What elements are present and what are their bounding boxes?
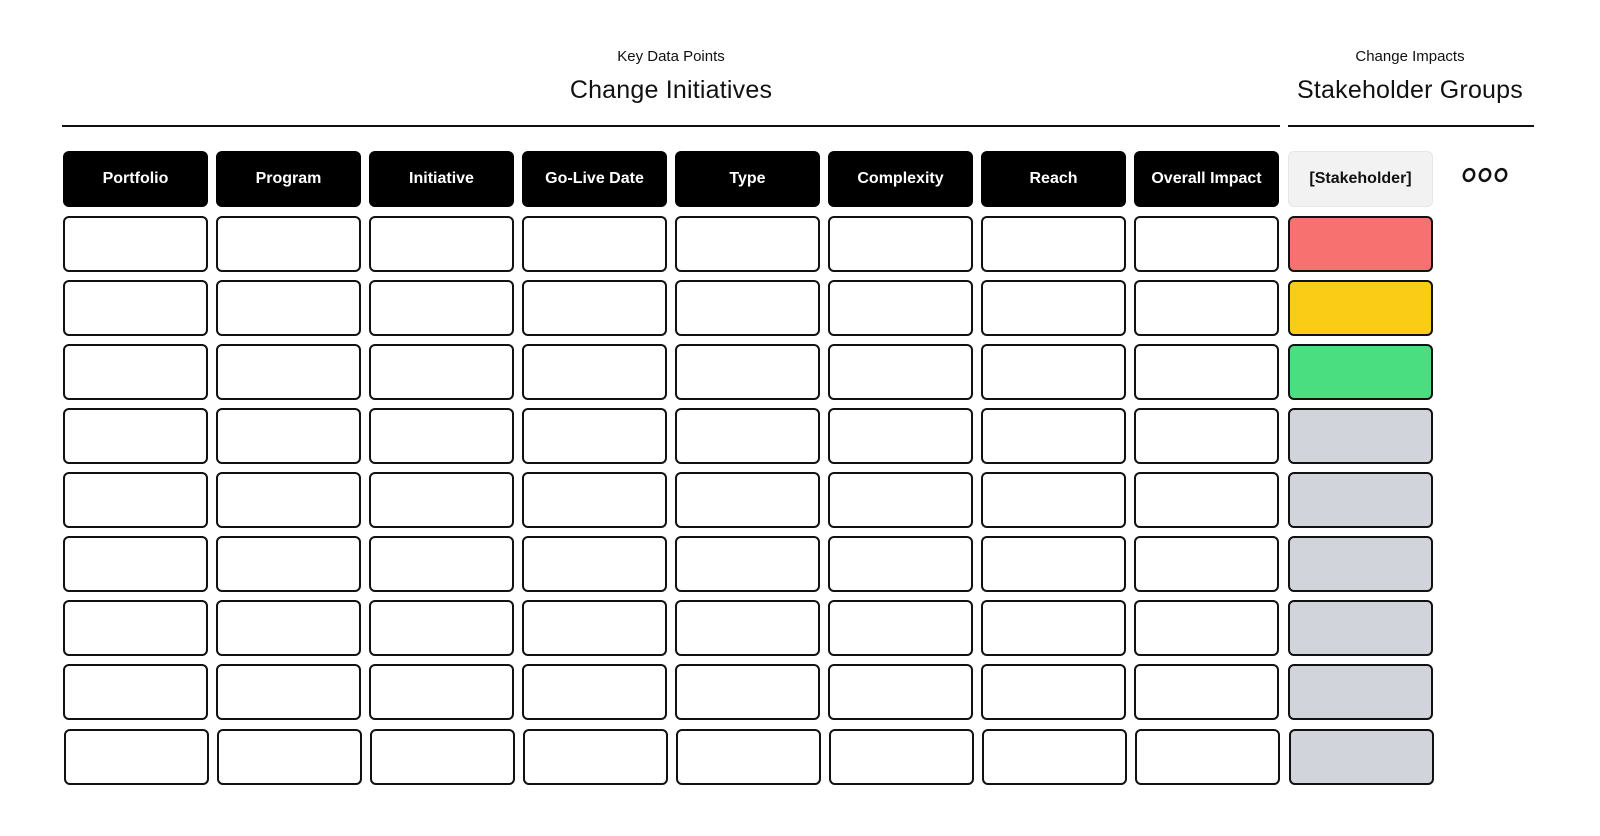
table-cell-go-live-date[interactable]: [522, 600, 667, 656]
table-cell-reach[interactable]: [981, 472, 1126, 528]
table-cell-type[interactable]: [675, 600, 820, 656]
initiatives-divider: [62, 125, 1280, 127]
table-cell-overall-impact[interactable]: [1134, 280, 1279, 336]
ellipsis-dot: [1462, 167, 1476, 182]
table-cell-reach[interactable]: [981, 280, 1126, 336]
table-cell-type[interactable]: [675, 664, 820, 720]
table-cell-complexity[interactable]: [828, 472, 973, 528]
table-cell-overall-impact[interactable]: [1134, 344, 1279, 400]
table-cell-complexity[interactable]: [828, 216, 973, 272]
table-cell-type[interactable]: [675, 536, 820, 592]
table-cell-program[interactable]: [216, 600, 361, 656]
table-cell-overall-impact[interactable]: [1135, 729, 1280, 785]
table-cell-initiative[interactable]: [370, 729, 515, 785]
table-cell-overall-impact[interactable]: [1134, 664, 1279, 720]
table-cell-overall-impact[interactable]: [1134, 600, 1279, 656]
table-cell-type[interactable]: [675, 216, 820, 272]
table-cell-go-live-date[interactable]: [522, 472, 667, 528]
table-cell-go-live-date[interactable]: [522, 408, 667, 464]
stakeholder-impact-cell-none[interactable]: [1288, 472, 1433, 528]
stakeholder-impact-cell-none[interactable]: [1288, 536, 1433, 592]
column-header-complexity: Complexity: [828, 151, 973, 207]
table-cell-go-live-date[interactable]: [522, 280, 667, 336]
initiatives-header: [62, 47, 1280, 105]
table-cell-go-live-date[interactable]: [522, 536, 667, 592]
table-cell-portfolio[interactable]: [64, 729, 209, 785]
table-cell-program[interactable]: [216, 536, 361, 592]
table-cell-program[interactable]: [216, 280, 361, 336]
table-cell-reach[interactable]: [981, 216, 1126, 272]
column-header-overall-impact: Overall Impact: [1134, 151, 1279, 207]
table-cell-overall-impact[interactable]: [1134, 536, 1279, 592]
ellipsis-dot: [1478, 167, 1492, 182]
initiatives-kicker: Key Data Points: [617, 48, 725, 65]
table-cell-initiative[interactable]: [369, 344, 514, 400]
table-cell-portfolio[interactable]: [63, 472, 208, 528]
stakeholders-divider: [1288, 125, 1534, 127]
stakeholder-impact-cell-none[interactable]: [1289, 729, 1434, 785]
table-cell-portfolio[interactable]: [63, 280, 208, 336]
table-cell-program[interactable]: [216, 664, 361, 720]
table-cell-complexity[interactable]: [828, 664, 973, 720]
ellipsis-icon[interactable]: [1460, 165, 1510, 185]
table-cell-portfolio[interactable]: [63, 344, 208, 400]
stakeholders-title: Stakeholder Groups: [1297, 76, 1523, 104]
table-cell-reach[interactable]: [981, 600, 1126, 656]
table-cell-portfolio[interactable]: [63, 216, 208, 272]
table-cell-initiative[interactable]: [369, 472, 514, 528]
ellipsis-dot: [1494, 167, 1508, 182]
table-cell-complexity[interactable]: [828, 600, 973, 656]
stakeholder-impact-cell-low[interactable]: [1288, 344, 1433, 400]
column-header-go-live-date: Go-Live Date: [522, 151, 667, 207]
table-cell-go-live-date[interactable]: [522, 664, 667, 720]
table-cell-portfolio[interactable]: [63, 536, 208, 592]
table-cell-initiative[interactable]: [369, 280, 514, 336]
table-cell-go-live-date[interactable]: [522, 216, 667, 272]
column-header-type: Type: [675, 151, 820, 207]
table-cell-type[interactable]: [675, 344, 820, 400]
table-cell-complexity[interactable]: [829, 729, 974, 785]
table-cell-portfolio[interactable]: [63, 664, 208, 720]
table-cell-type[interactable]: [675, 408, 820, 464]
column-header-initiative: Initiative: [369, 151, 514, 207]
table-cell-complexity[interactable]: [828, 408, 973, 464]
table-cell-program[interactable]: [217, 729, 362, 785]
table-cell-initiative[interactable]: [369, 536, 514, 592]
table-cell-reach[interactable]: [981, 408, 1126, 464]
stakeholder-impact-cell-high[interactable]: [1288, 216, 1433, 272]
table-cell-overall-impact[interactable]: [1134, 216, 1279, 272]
table-cell-complexity[interactable]: [828, 280, 973, 336]
table-cell-type[interactable]: [676, 729, 821, 785]
table-cell-portfolio[interactable]: [63, 600, 208, 656]
table-cell-overall-impact[interactable]: [1134, 408, 1279, 464]
stakeholders-header: [1287, 47, 1533, 105]
column-header-reach: Reach: [981, 151, 1126, 207]
table-cell-type[interactable]: [675, 472, 820, 528]
table-cell-initiative[interactable]: [369, 216, 514, 272]
table-cell-initiative[interactable]: [369, 664, 514, 720]
table-cell-reach[interactable]: [981, 344, 1126, 400]
stakeholders-kicker: Change Impacts: [1355, 48, 1465, 65]
stakeholder-impact-cell-none[interactable]: [1288, 664, 1433, 720]
column-header-stakeholder: [Stakeholder]: [1288, 151, 1433, 207]
table-cell-reach[interactable]: [982, 729, 1127, 785]
table-cell-reach[interactable]: [981, 664, 1126, 720]
table-cell-program[interactable]: [216, 344, 361, 400]
table-cell-overall-impact[interactable]: [1134, 472, 1279, 528]
table-cell-initiative[interactable]: [369, 600, 514, 656]
table-cell-go-live-date[interactable]: [523, 729, 668, 785]
table-cell-program[interactable]: [216, 216, 361, 272]
table-cell-initiative[interactable]: [369, 408, 514, 464]
table-cell-program[interactable]: [216, 472, 361, 528]
table-cell-program[interactable]: [216, 408, 361, 464]
table-cell-complexity[interactable]: [828, 536, 973, 592]
table-cell-type[interactable]: [675, 280, 820, 336]
column-header-portfolio: Portfolio: [63, 151, 208, 207]
table-cell-portfolio[interactable]: [63, 408, 208, 464]
column-header-program: Program: [216, 151, 361, 207]
table-cell-go-live-date[interactable]: [522, 344, 667, 400]
stakeholder-impact-cell-none[interactable]: [1288, 408, 1433, 464]
stakeholder-impact-cell-none[interactable]: [1288, 600, 1433, 656]
stakeholder-impact-cell-medium[interactable]: [1288, 280, 1433, 336]
initiatives-title: Change Initiatives: [569, 76, 773, 104]
table-cell-reach[interactable]: [981, 536, 1126, 592]
table-cell-complexity[interactable]: [828, 344, 973, 400]
